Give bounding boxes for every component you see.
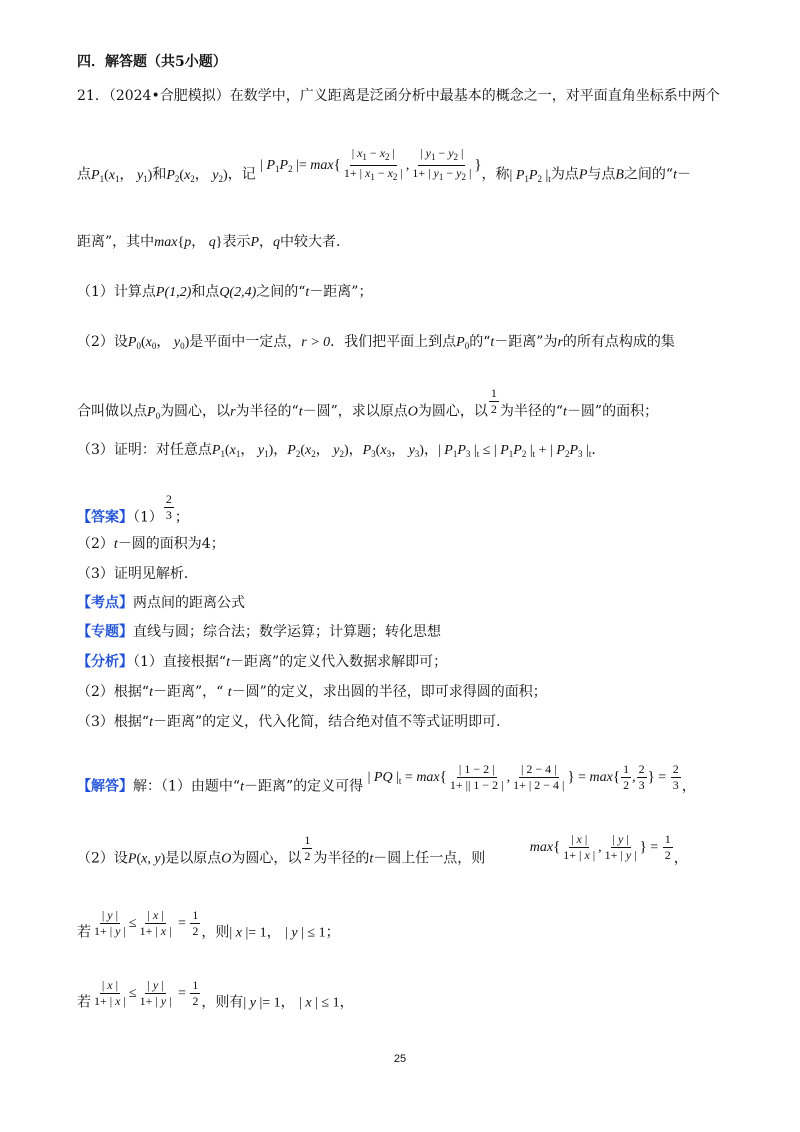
question-line-2: 点$P_1(x_1$， $y_1$)和$P_2(x_2$， $y_2$)，记 | $P_1P_2$ |= max{ $\frac{| x_1 - x_2 |}{1+ | x_1 - x_2 |}$ , $\frac{| y_1 - y_2 |}{1+ | y_1 - y_2 |}$ }，称| $P_1P_2$ $|_t$为点P与点B之间的“t－: [77, 146, 691, 184]
fenxi-line-3: （3）根据“t－距离”的定义，代入化简，结合绝对值不等式证明即可．: [77, 714, 511, 730]
part-1: （1）计算点P(1,2)和点Q(2,4)之间的“t－距离”；: [77, 284, 373, 300]
jieda-line-2: （2）设P(x, y)是以原点O为圆心，以 $\frac{1}{2}$ 为半径的t－圆上任一点，则 max{ $\frac{| x |}{1+ | x |}$ , $\frac{| y |}{1+ | y |}$ } = $\frac{1}{2}$ ，: [77, 831, 688, 867]
jieda-line-4: 若 $\frac{| x |}{1+ | x |}$ ≤ $\frac{| y |}{1+ | y |}$ = $\frac{1}{2}$ ，则有| y |= 1， | x | ≤ 1，: [77, 978, 354, 1011]
answer-line-1: 【答案】（1） $\frac{2}{3}$ ；: [77, 492, 189, 526]
part-2-line-1: （2）设$P_0(x_0$， $y_0$)是平面中一定点，r > 0．我们把平面上到点$P_0$的“t－距离”为r的所有点构成的集: [77, 334, 675, 351]
jieda-line-1: 【解答】解：（1）由题中“t－距离”的定义可得 | PQ $|_t = \max${ $\frac{| 1 - 2 |}{1+ || 1 - 2 |}$ , $\frac{| 2 - 4 |}{1+ | 2 - 4 |}$ } = max{ $\frac{1}{2}$ , $\frac{2}{3}$ } = $\frac{2}{3}$ ，: [77, 762, 696, 795]
kaodian-line: 【考点】两点间的距离公式: [77, 595, 245, 611]
fenxi-line-1: 【分析】（1）直接根据“t－距离”的定义代入数据求解即可；: [77, 654, 448, 670]
jieda-line-3: 若 $\frac{| y |}{1+ | y |}$ ≤ $\frac{| x |}{1+ | x |}$ = $\frac{1}{2}$ ，则| x |= 1， | y | ≤ 1；: [77, 908, 340, 941]
answer-line-3: （3）证明见解析．: [77, 566, 198, 582]
part-2-line-2: 合叫做以点$P_0$为圆心，以r为半径的“t－圆”，求以原点O为圆心，以 $\frac{1}{2}$ 为半径的“t－圆”的面积；: [77, 386, 659, 421]
question-line-3: 距离”，其中max{p， q}表示P，q中较大者．: [77, 234, 351, 250]
answer-line-2: （2）t－圆的面积为4；: [77, 536, 225, 552]
t-distance-formula: | $P_1P_2$ |= max{ $\frac{| x_1 - x_2 |}{1+ | x_1 - x_2 |}$ , $\frac{| y_1 - y_2 |}{1+ | y_1 - y_2 |}$ }: [260, 146, 482, 182]
fenxi-line-2: （2）根据“t－距离”，“ t－圆”的定义，求出圆的半径，即可求得圆的面积；: [77, 684, 547, 700]
part-3: （3）证明：对任意点$P_1(x_1$， $y_1$)，$P_2(x_2$， $y_2$)，$P_3(x_3$， $y_3$)，| $P_1P_3$ $|_t$ ≤ | $P_1P_2$ $|_t$ + | $P_2P_3$ $|_t$．: [77, 442, 606, 459]
page-number: 25: [393, 1053, 407, 1065]
section-title: 四．解答题（共5小题）: [77, 54, 227, 70]
zhuanti-line: 【专题】直线与圆；综合法；数学运算；计算题；转化思想: [77, 624, 441, 640]
question-intro: 21．（2024•合肥模拟）在数学中，广义距离是泛函分析中最基本的概念之一，对平面直角坐标系中两个: [77, 88, 720, 104]
